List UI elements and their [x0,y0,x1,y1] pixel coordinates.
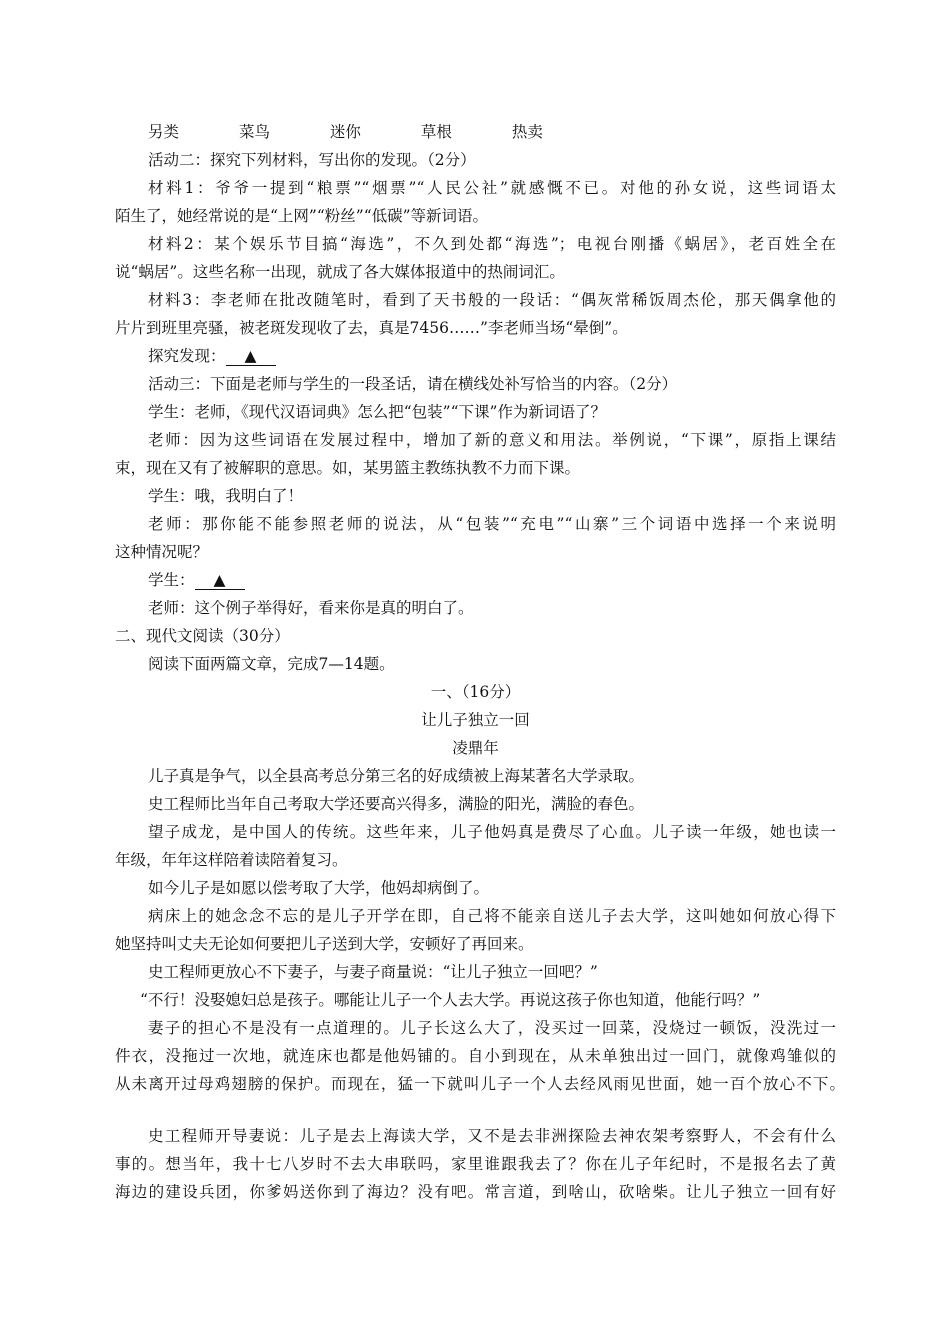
material2-line1: 材料2：某个娱乐节目搞“海选”，不久到处都“海选”；电视台刚播《蜗居》，老百姓全在 [148,235,836,253]
story-paragraph: 件衣，没拖过一次地，就连床也都是他妈铺的。自小到现在，从未单独出过一回门，就像鸡雏似的 [115,1047,836,1065]
story-paragraph: 海边的建设兵团，你爹妈送你到了海边？没有吧。常言道，到啥山，砍啥柴。让儿子独立一回有好 [115,1183,836,1201]
word-item: 迷你 [329,123,361,141]
dialogue-teacher-2-line2: 这种情况呢？ [115,543,209,561]
story-paragraph: 史工程师更放心不下妻子，与妻子商量说：“让儿子独立一回吧？” [148,963,598,981]
finding-row [148,346,276,366]
dialogue-teacher-2-line1: 老师：那你能不能参照老师的说法，从“包装”“充电”“山寨”三个词语中选择一个来说明 [148,515,836,533]
story-paragraph: “不行！没娶媳妇总是孩子。哪能让儿子一个人去大学。再说这孩子你也知道，他能行吗？” [140,991,761,1009]
article-author: 凌鼎年 [452,739,499,757]
word-item: 草根 [420,123,452,141]
word-item: 另类 [148,123,180,141]
dialogue-teacher-1-line1: 老师：因为这些词语在发展过程中，增加了新的意义和用法。举例说，“下课”，原指上课结 [148,431,836,449]
section2-intro: 阅读下面两篇文章，完成7—14题。 [148,655,395,673]
material1-line1: 材料1：爷爷一提到“粮票”“烟票”“人民公社”就感慨不已。对他的孙女说，这些词语太 [148,179,836,197]
answer-blank[interactable]: ▲ [226,348,276,366]
part-heading: 一、（16分） [430,683,521,701]
finding-label: 探究发现： [148,347,226,365]
material1-line2: 陌生了，她经常说的是“上网”“粉丝”“低碳”等新词语。 [115,207,489,225]
dialogue-student-1: 学生：老师，《现代汉语词典》怎么把“包装”“下课”作为新词语了？ [148,403,606,421]
story-paragraph: 妻子的担心不是没有一点道理的。儿子长这么大了，没买过一回菜，没烧过一顿饭，没洗过一 [148,1019,836,1037]
article-title: 让儿子独立一回 [421,711,530,729]
story-paragraph: 年级，年年这样陪着读陪着复习。 [115,851,348,869]
material3-line1: 材料3：李老师在批改随笔时，看到了天书般的一段话：“偶灰常稀饭周杰伦，那天偶拿他的 [148,291,836,309]
dialogue-teacher-1-line2: 束，现在又有了被解职的意思。如，某男篮主教练执教不力而下课。 [115,459,581,477]
word-item: 菜鸟 [238,123,270,141]
word-item: 热卖 [511,123,543,141]
student-label: 学生： [148,571,195,589]
material2-line2: 说“蜗居”。这些名称一出现，就成了各大媒体报道中的热闹词汇。 [115,263,565,281]
story-paragraph: 事的。想当年，我十七八岁时不去大串联吗，家里谁跟我去了？你在儿子年纪时，不是报名去了黄 [115,1155,836,1173]
story-paragraph: 病床上的她念念不忘的是儿子开学在即，自己将不能亲自送儿子去大学，这叫她如何放心得下 [148,907,836,925]
story-paragraph: 儿子真是争气，以全县高考总分第三名的好成绩被上海某著名大学录取。 [148,767,645,785]
section2-heading: 二、现代文阅读（30分） [115,627,290,645]
dialogue-student-2: 学生：哦，我明白了！ [148,487,304,505]
story-paragraph: 如今儿子是如愿以偿考取了大学，他妈却病倒了。 [148,879,490,897]
story-paragraph: 史工程师比当年自己考取大学还要高兴得多，满脸的阳光，满脸的春色。 [148,795,645,813]
answer-blank[interactable]: ▲ [195,572,245,590]
story-paragraph: 她坚持叫丈夫无论如何要把儿子送到大学，安顿好了再回来。 [115,935,534,953]
story-paragraph: 从未离开过母鸡翅膀的保护。而现在，猛一下就叫儿子一个人去经风雨见世面，她一百个放心不下。 [115,1075,845,1093]
word-list [148,122,598,142]
activity3-heading: 活动三：下面是老师与学生的一段圣话，请在横线处补写恰当的内容。（2分） [148,375,678,393]
material3-line2: 片片到班里亮骚，被老斑发现收了去，真是7456……”李老师当场“晕倒”。 [115,319,628,337]
dialogue-student-3 [148,570,245,590]
dialogue-teacher-3: 老师：这个例子举得好，看来你是真的明白了。 [148,599,474,617]
story-paragraph: 史工程师开导妻说：儿子是去上海读大学，又不是去非洲探险去神农架考察野人，不会有什么 [148,1127,836,1145]
story-paragraph: 望子成龙，是中国人的传统。这些年来，儿子他妈真是费尽了心血。儿子读一年级，她也读一 [148,823,836,841]
activity2-heading: 活动二：探究下列材料，写出你的发现。（2分） [148,151,476,169]
